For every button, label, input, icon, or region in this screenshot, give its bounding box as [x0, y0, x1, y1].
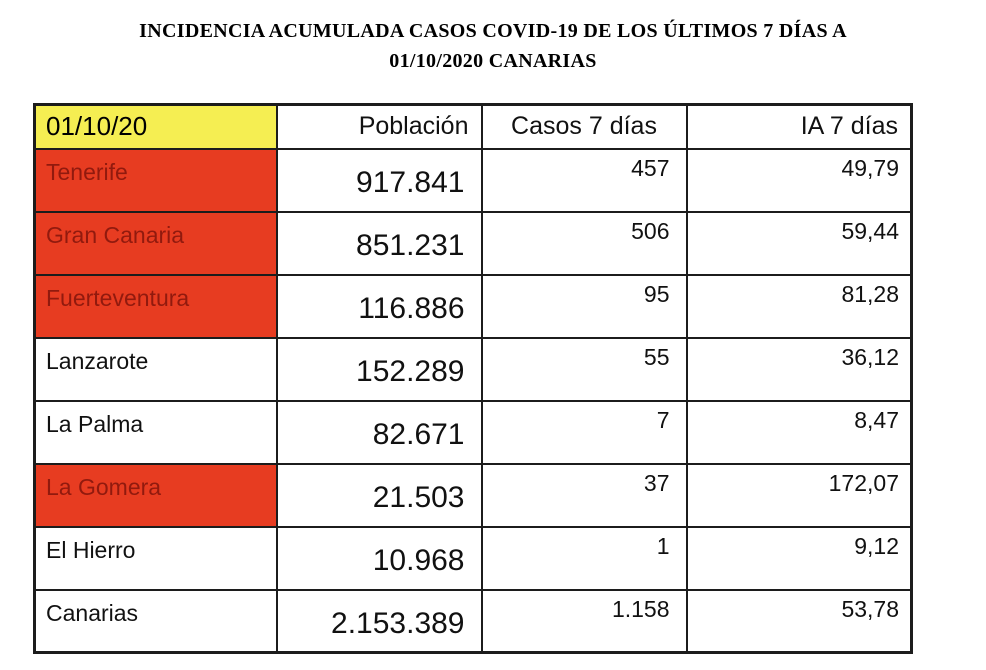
- casos-7-dias-cell: 506: [482, 212, 687, 275]
- table-row: [35, 149, 912, 212]
- island-name-cell: Fuerteventura: [35, 275, 277, 338]
- ia-7-dias-cell: 36,12: [687, 338, 912, 401]
- table-row: [35, 275, 912, 338]
- table-row: [35, 338, 912, 401]
- island-name-cell: La Gomera: [35, 464, 277, 527]
- casos-7-dias-cell: 1.158: [482, 590, 687, 653]
- covid-incidence-table: [33, 103, 913, 654]
- table-row: [35, 527, 912, 590]
- ia-7-dias-cell: 9,12: [687, 527, 912, 590]
- island-name-cell: Canarias: [35, 590, 277, 653]
- table-row: [35, 401, 912, 464]
- column-header-casos-7-dias: Casos 7 días: [482, 105, 687, 149]
- table-header-row: [35, 105, 912, 149]
- casos-7-dias-cell: 7: [482, 401, 687, 464]
- page-title-line2: 01/10/2020 CANARIAS: [389, 50, 597, 72]
- table-row: [35, 464, 912, 527]
- ia-7-dias-cell: 53,78: [687, 590, 912, 653]
- poblacion-cell: 10.968: [277, 527, 482, 590]
- island-name-cell: Tenerife: [35, 149, 277, 212]
- island-name-cell: Lanzarote: [35, 338, 277, 401]
- ia-7-dias-cell: 172,07: [687, 464, 912, 527]
- poblacion-cell: 21.503: [277, 464, 482, 527]
- island-name-cell: Gran Canaria: [35, 212, 277, 275]
- casos-7-dias-cell: 95: [482, 275, 687, 338]
- page-title-line1: INCIDENCIA ACUMULADA CASOS COVID-19 DE LOS ÚLTIMOS 7 DÍAS A: [139, 20, 847, 42]
- ia-7-dias-cell: 81,28: [687, 275, 912, 338]
- island-name-cell: El Hierro: [35, 527, 277, 590]
- column-header-poblacion: Población: [277, 105, 482, 149]
- poblacion-cell: 917.841: [277, 149, 482, 212]
- ia-7-dias-cell: 49,79: [687, 149, 912, 212]
- ia-7-dias-cell: 8,47: [687, 401, 912, 464]
- casos-7-dias-cell: 37: [482, 464, 687, 527]
- poblacion-cell: 2.153.389: [277, 590, 482, 653]
- casos-7-dias-cell: 55: [482, 338, 687, 401]
- column-header-ia-7-dias: IA 7 días: [687, 105, 912, 149]
- casos-7-dias-cell: 1: [482, 527, 687, 590]
- poblacion-cell: 152.289: [277, 338, 482, 401]
- poblacion-cell: 851.231: [277, 212, 482, 275]
- page-title: [0, 0, 986, 76]
- ia-7-dias-cell: 59,44: [687, 212, 912, 275]
- island-name-cell: La Palma: [35, 401, 277, 464]
- date-header-cell: 01/10/20: [35, 105, 277, 149]
- poblacion-cell: 116.886: [277, 275, 482, 338]
- table-row: [35, 212, 912, 275]
- casos-7-dias-cell: 457: [482, 149, 687, 212]
- table-row: [35, 590, 912, 653]
- poblacion-cell: 82.671: [277, 401, 482, 464]
